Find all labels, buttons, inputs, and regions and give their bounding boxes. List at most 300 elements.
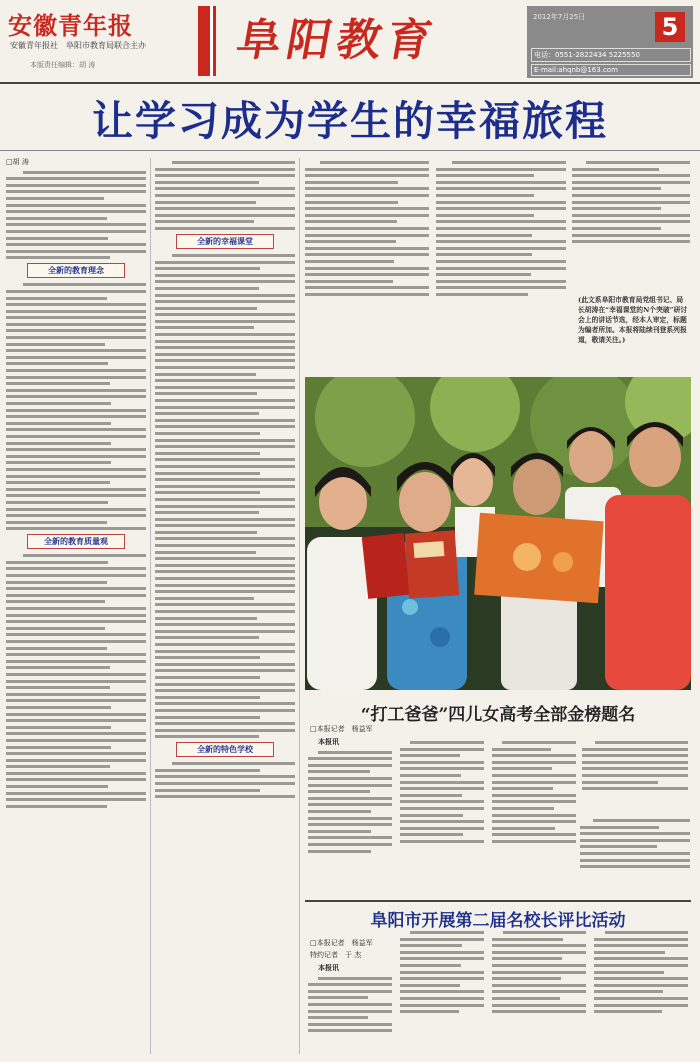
text-line (23, 171, 146, 174)
text-line (594, 971, 664, 974)
article1-column-5 (572, 158, 690, 288)
text-line (436, 227, 566, 230)
text-line (400, 951, 484, 954)
text-line (305, 280, 393, 283)
text-line (492, 957, 562, 960)
text-line (492, 754, 576, 757)
text-line (155, 439, 295, 442)
editor-note-box: (此文系阜阳市教育局党组书记、局长胡涛在“幸福课堂的N个突破”研讨会上的讲话节选，经本人审定，标题为编者所加。本报将陆续刊登系列报道，敬请关注。) (578, 296, 688, 344)
text-line (155, 584, 295, 587)
text-line (595, 741, 688, 744)
text-line (172, 762, 295, 765)
text-line (155, 716, 260, 719)
text-line (305, 181, 398, 184)
text-line (582, 754, 688, 757)
text-line (155, 689, 295, 692)
text-line (6, 614, 146, 617)
text-line (572, 187, 661, 190)
text-line (580, 832, 690, 835)
text-line (6, 197, 104, 200)
text-line (308, 1010, 392, 1013)
text-line (572, 207, 661, 210)
text-line (6, 778, 146, 781)
text-line (594, 964, 688, 967)
text-line (572, 227, 661, 230)
photo-story-column-1 (308, 738, 392, 896)
text-line (155, 214, 295, 217)
text-line (305, 168, 429, 171)
article1-column-4 (436, 158, 566, 370)
article2-column-3 (492, 928, 586, 1058)
text-line (6, 428, 146, 431)
subhead-2: 全新的幸福课堂 (176, 234, 274, 249)
text-line (594, 977, 688, 980)
text-line (594, 951, 665, 954)
text-line (492, 990, 586, 993)
text-line (400, 944, 462, 947)
organizers: 安徽青年报社 阜阳市教育局联合主办 (10, 41, 146, 50)
text-line (582, 767, 688, 770)
text-line (155, 399, 295, 402)
text-line (155, 181, 259, 184)
text-line (6, 719, 146, 722)
text-lines (6, 554, 146, 808)
text-line (6, 455, 146, 458)
text-line (308, 777, 392, 780)
text-lines (436, 161, 566, 296)
text-line (6, 415, 146, 418)
text-line (6, 514, 146, 517)
text-line (400, 977, 484, 980)
article2-title: 阜阳市开展第二届名校长评比活动 (370, 911, 626, 931)
text-line (155, 346, 295, 349)
text-line (155, 735, 259, 738)
text-line (155, 220, 254, 223)
text-line (436, 194, 534, 197)
text-line (492, 944, 586, 947)
text-line (400, 814, 463, 817)
text-line (155, 590, 295, 593)
text-line (155, 320, 295, 323)
text-line (155, 696, 260, 699)
text-line (308, 797, 392, 800)
text-lines (400, 931, 484, 1013)
text-line (6, 336, 146, 339)
text-line (410, 741, 484, 744)
text-line (594, 1004, 688, 1007)
admission-letter-red (362, 530, 459, 599)
text-line (400, 964, 461, 967)
text-line (155, 274, 295, 277)
text-line (155, 458, 295, 461)
article2-byline-2: 特约记者 于 杰 (310, 951, 362, 959)
text-line (6, 217, 107, 220)
text-line (400, 774, 461, 777)
text-line (6, 243, 146, 246)
text-line (580, 852, 690, 855)
text-line (308, 810, 371, 813)
text-line (6, 673, 146, 676)
text-lines (400, 741, 484, 843)
text-line (6, 329, 146, 332)
text-line (6, 389, 146, 392)
photo-story-title: “打工爸爸”四儿女高考全部金榜题名 (360, 705, 636, 725)
text-line (436, 240, 566, 243)
text-line (6, 739, 146, 742)
text-line (155, 524, 295, 527)
text-line (6, 680, 146, 683)
text-line (6, 256, 110, 259)
text-line (492, 1010, 586, 1013)
text-line (155, 769, 260, 772)
text-line (436, 181, 566, 184)
page-number: 5 (655, 12, 685, 42)
text-line (6, 574, 146, 577)
text-line (305, 207, 429, 210)
text-line (6, 290, 146, 293)
contact-phone: 电话：0551-2822434 5225550 (531, 48, 691, 62)
text-line (155, 472, 260, 475)
text-line (6, 640, 146, 643)
text-line (492, 938, 563, 941)
text-line (155, 610, 295, 613)
text-line (308, 843, 392, 846)
text-line (572, 168, 659, 171)
text-lines (155, 762, 295, 798)
lead-label: 本报讯 (318, 738, 339, 746)
text-line (492, 761, 576, 764)
text-line (155, 359, 295, 362)
text-line (305, 253, 429, 256)
text-line (594, 944, 688, 947)
text-lines (580, 819, 690, 868)
text-line (6, 798, 146, 801)
text-line (318, 751, 392, 754)
subhead-1: 全新的教育理念 (27, 263, 125, 278)
text-line (305, 267, 429, 270)
text-line (6, 362, 108, 365)
text-line (6, 230, 146, 233)
text-line (572, 181, 690, 184)
text-line (436, 280, 566, 283)
text-line (155, 300, 295, 303)
text-line (305, 174, 429, 177)
text-line (6, 303, 146, 306)
text-line (155, 683, 295, 686)
text-line (436, 234, 532, 237)
text-line (155, 597, 254, 600)
text-line (436, 168, 566, 171)
article2-byline-1: □本报记者 杨益军 (310, 939, 373, 947)
text-line (305, 227, 429, 230)
text-line (594, 957, 688, 960)
text-line (503, 931, 586, 934)
text-line (155, 379, 295, 382)
photo-story-column-3 (492, 738, 576, 896)
text-line (400, 787, 484, 790)
text-line (572, 220, 690, 223)
text-lines (6, 171, 146, 260)
text-line (155, 333, 295, 336)
column-divider (150, 158, 151, 1054)
text-line (308, 764, 392, 767)
text-line (308, 790, 370, 793)
text-line (400, 748, 484, 751)
text-line (492, 820, 576, 823)
text-line (308, 784, 392, 787)
text-line (492, 781, 576, 784)
text-lines (582, 741, 688, 790)
text-line (155, 207, 295, 210)
issue-date: 2012年7月25日 (533, 13, 586, 21)
text-line (6, 620, 146, 623)
text-line (436, 220, 566, 223)
text-lines (594, 931, 688, 1013)
text-line (594, 997, 688, 1000)
text-line (436, 247, 566, 250)
text-lines (155, 254, 295, 738)
text-line (492, 971, 586, 974)
text-line (155, 326, 254, 329)
text-line (155, 313, 295, 316)
text-line (6, 713, 146, 716)
text-line (492, 767, 552, 770)
text-line (155, 570, 295, 573)
text-line (492, 964, 586, 967)
headline-rule (0, 150, 700, 151)
text-line (155, 419, 295, 422)
text-line (6, 567, 146, 570)
section-title: 阜阳教育 (232, 15, 442, 66)
photo-story-byline: □本报记者 杨益军 (310, 725, 373, 733)
text-line (582, 761, 688, 764)
text-line (155, 789, 260, 792)
text-line (155, 663, 295, 666)
article2-column-1 (308, 964, 392, 1058)
text-line (582, 781, 658, 784)
text-line (582, 774, 688, 777)
text-line (572, 174, 690, 177)
text-line (400, 1010, 459, 1013)
text-line (155, 782, 295, 785)
text-line (580, 845, 657, 848)
text-line (308, 983, 392, 986)
text-line (318, 977, 392, 980)
text-line (155, 650, 295, 653)
text-line (582, 748, 688, 751)
text-line (155, 557, 295, 560)
text-line (6, 607, 146, 610)
text-line (410, 931, 484, 934)
text-line (155, 577, 295, 580)
text-line (155, 537, 295, 540)
article1-byline: □胡 涛 (6, 158, 29, 166)
text-line (155, 485, 295, 488)
text-line (605, 931, 688, 934)
text-line (308, 770, 370, 773)
text-line (594, 984, 688, 987)
text-line (6, 587, 146, 590)
text-line (155, 603, 295, 606)
text-line (308, 850, 371, 853)
text-line (308, 817, 392, 820)
text-line (6, 647, 107, 650)
text-line (6, 508, 146, 511)
text-line (6, 726, 111, 729)
text-line (155, 478, 295, 481)
text-line (492, 807, 554, 810)
text-line (492, 951, 586, 954)
text-line (6, 369, 146, 372)
text-line (492, 984, 586, 987)
text-line (400, 997, 484, 1000)
text-line (400, 833, 463, 836)
text-line (308, 990, 392, 993)
contact-email: E-mail:ahqnb@163.com (531, 64, 691, 76)
text-line (155, 412, 259, 415)
text-line (400, 807, 484, 810)
photo-caption-note (580, 816, 690, 872)
article1-column-3 (305, 158, 429, 370)
text-lines (305, 161, 429, 296)
text-line (6, 494, 146, 497)
text-line (6, 752, 146, 755)
text-line (436, 187, 566, 190)
text-line (155, 353, 295, 356)
text-line (6, 349, 146, 352)
text-line (580, 839, 690, 842)
text-lines (492, 931, 586, 1013)
text-line (436, 267, 566, 270)
text-line (436, 273, 531, 276)
text-line (305, 220, 397, 223)
text-line (23, 283, 146, 286)
text-line (594, 990, 663, 993)
text-line (308, 1016, 368, 1019)
text-line (155, 445, 295, 448)
text-line (6, 343, 105, 346)
text-lines (6, 283, 146, 530)
text-line (492, 840, 576, 843)
text-line (6, 699, 146, 702)
text-line (155, 551, 256, 554)
photo-story-column-4 (582, 738, 688, 814)
text-line (305, 286, 429, 289)
admission-letter-orange (474, 513, 603, 603)
text-line (6, 759, 146, 762)
family-photo-image (305, 377, 691, 690)
text-line (492, 1004, 586, 1007)
text-line (305, 240, 396, 243)
text-line (155, 656, 260, 659)
text-line (320, 161, 429, 164)
text-line (308, 823, 392, 826)
text-line (492, 748, 551, 751)
text-line (6, 772, 146, 775)
red-divider-bar (198, 6, 213, 76)
text-line (308, 836, 392, 839)
text-line (6, 250, 146, 253)
text-line (6, 184, 146, 187)
text-line (155, 636, 259, 639)
text-line (308, 1023, 392, 1026)
text-line (6, 177, 146, 180)
text-line (155, 366, 295, 369)
column-divider (299, 158, 300, 1054)
text-line (594, 1010, 662, 1013)
text-line (155, 187, 295, 190)
text-line (155, 617, 257, 620)
text-line (436, 201, 566, 204)
text-line (305, 293, 429, 296)
newspaper-name: 安徽青年报 (8, 11, 133, 40)
text-line (155, 518, 295, 521)
text-line (492, 827, 555, 830)
text-line (580, 865, 690, 868)
text-line (580, 826, 659, 829)
text-line (155, 307, 257, 310)
text-line (400, 957, 484, 960)
text-line (155, 340, 295, 343)
text-line (155, 729, 295, 732)
text-line (6, 746, 111, 749)
text-line (23, 554, 146, 557)
text-line (492, 794, 576, 797)
text-line (436, 286, 566, 289)
text-line (6, 376, 146, 379)
text-line (6, 633, 146, 636)
text-line (6, 521, 107, 524)
text-line (6, 594, 146, 597)
text-line (6, 561, 108, 564)
text-line (172, 161, 295, 164)
text-line (155, 386, 295, 389)
text-line (572, 240, 690, 243)
text-line (400, 761, 484, 764)
text-line (155, 201, 256, 204)
text-line (586, 161, 690, 164)
article2-column-4 (594, 928, 688, 1058)
text-line (400, 767, 484, 770)
text-line (6, 316, 146, 319)
text-line (582, 787, 688, 790)
text-line (6, 310, 146, 313)
text-line (155, 465, 295, 468)
text-line (6, 475, 146, 478)
text-line (6, 600, 105, 603)
text-line (400, 984, 460, 987)
text-line (436, 260, 566, 263)
text-line (492, 787, 553, 790)
text-line (308, 996, 368, 999)
text-line (155, 280, 295, 283)
text-lines (308, 738, 392, 853)
text-line (400, 990, 484, 993)
text-line (6, 356, 146, 359)
text-line (572, 201, 690, 204)
text-line (155, 261, 295, 264)
text-line (155, 294, 295, 297)
text-line (155, 174, 295, 177)
text-line (502, 741, 576, 744)
text-line (6, 395, 146, 398)
text-line (400, 754, 460, 757)
text-line (6, 693, 146, 696)
text-line (400, 794, 462, 797)
article2-column-2 (400, 928, 484, 1058)
text-line (6, 461, 111, 464)
text-line (6, 422, 111, 425)
